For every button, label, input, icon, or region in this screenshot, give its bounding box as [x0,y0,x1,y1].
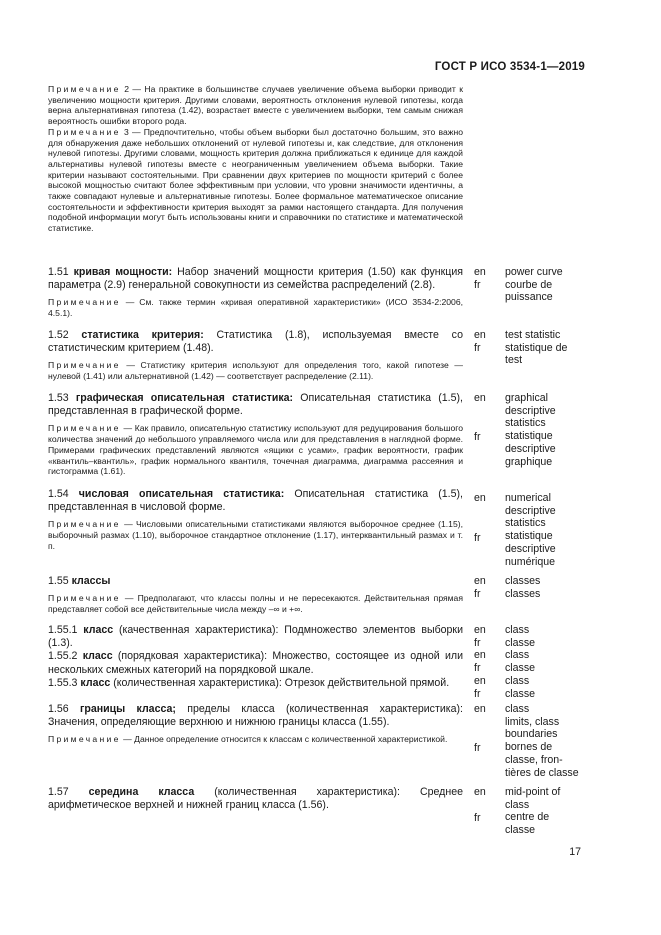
term-fr: classe [505,636,536,649]
entry-def: (качественная характеристика): Подмножество элементов выборки (1.3). [48,624,463,650]
lang-fr: fr [474,687,481,700]
lang-fr: fr [474,278,481,291]
term-en: class [505,624,530,636]
lang-en: en [474,392,486,404]
term-fr: statistique de [505,341,568,354]
term-en: limits, class [505,715,560,728]
lang-en: en [474,674,486,687]
lang-en: en [474,649,486,662]
term-en: class [505,649,530,662]
entry-def: (количественная характеристика): Отрезок действительной прямой. [110,676,450,689]
entry-1-51 [48,266,463,319]
entry-def: Описательная статистика (1.5), представленная в графической форме. [48,392,463,418]
lang-en: en [474,266,486,278]
term-fr: classe [505,662,536,675]
entry-term: кривая мощности: [73,266,173,278]
note-text: — Данное определение относится к классам с количественной характеристикой. [120,734,448,745]
term-fr: classe [505,687,536,700]
lang-fr: fr [474,532,481,544]
lang-fr: fr [474,662,481,675]
term-fr: puissance [505,291,553,304]
entry-1-55-sub [48,624,463,690]
entry-term: класс [82,650,113,663]
terms-1-56 [505,703,605,779]
entry-1-56 [48,703,463,745]
term-fr: graphique [505,455,553,468]
lang-fr: fr [474,431,481,443]
entry-term: середина класса [88,786,195,798]
entry-num: 1.57 [48,786,69,798]
note-label: Примечание [48,360,121,371]
term-en: descriptive [505,404,556,417]
note-label: Примечание [48,126,121,137]
entry-term: границы класса; [79,703,176,715]
term-en: power curve [505,266,563,278]
page-number: 17 [569,846,581,858]
note-text: — Числовыми описательными статистиками являются выборочное среднее (1.15), выборочный размах (1.10), выборочное стандартное отклонение (1.17), интерквантильный размах и т. п. [48,519,463,551]
term-en: boundaries [505,728,558,741]
term-en: statistics [505,417,546,430]
note-text: — См. также термин «кривая оперативной характеристики» (ИСО 3534-2:2006, 4.5.1). [48,297,463,319]
term-en: graphical [505,392,548,404]
note-text: — Как правило, описательную статистику используют для редуцирования большого количества значений до небольшого управляемого числа или для представления в наглядной форме. Примерами графических представлений являются «ящики с усами», график вероятности, график «квантиль–квантиль», график нормального квантиля, точечная диаграмма, диаграмма рассеяния и гистограмма (1.61). [48,423,463,477]
note-2-text: 2 — На практике в большинстве случаев увеличение объема выборки приводит к увеличению мощности критерия. Другими словами, вероятность отклонения нулевой гипотезы, когда верна альтернативная гипотеза (1.42), возрастает вместе с увеличением выборки, тем самым снижая вероятность ошибки второго рода. [48,84,463,127]
lang-en: en [474,575,486,587]
lang-codes-1-52 [474,329,502,354]
entry-num: 1.55.1 [48,624,78,636]
entry-term: числовая описательная статистика: [78,488,285,500]
entry-1-53 [48,392,463,477]
entry-def: (количественная характеристика): Значения, определяющие верхнюю и нижнюю границы класса (1.55). [48,703,463,729]
term-fr: descriptive [505,442,556,455]
terms-1-54 [505,492,605,568]
note-label: Примечание [48,423,121,434]
entry-term: классы [71,575,111,587]
lang-en: en [474,329,486,341]
term-en: class [505,703,530,715]
lang-en: en [474,786,486,798]
page-header: ГОСТ Р ИСО 3534-1—2019 [434,61,585,73]
entry-def: (количественная характеристика): Среднее арифметическое верхней и нижней границ класса (1.56). [48,786,463,812]
entry-num: 1.54 [48,488,69,500]
entry-1-54 [48,488,463,552]
terms-1-55 [505,575,605,600]
terms-1-51 [505,266,605,304]
entry-term: графическая описательная статистика: [75,392,294,404]
entry-1-55 [48,575,463,615]
terms-1-55-sub [505,624,605,700]
entry-num: 1.55.3 [48,676,78,689]
note-label: Примечание [48,297,121,308]
term-fr: statistique [505,430,553,443]
note-label: Примечание [48,734,121,745]
entry-def-alt: пределы класса [175,703,275,715]
note-3-text: 3 — Предпочтительно, чтобы объем выборки был достаточно большим, это важно для обнаружения даже небольших отклонений от нулевой гипотезы и, как следствие, для отклонения нулевой гипотезы. Другими словами, мощность критерия должна приближаться к единице для каждой альтернативы нулевой гипотезы вместе с неограниченным увеличением объема выборки. Такие критерии называют состоятельными. При сравнении двух критериев по мощности критерий с более высокой мощностью считают более эффективным при условии, что уровни значимости идентичны, а также совпадают нулевые и альтернативные гипотезы. Более формальное математическое описание состоятельности и эффективности критерия выходят за рамки настоящего стандарта. Для получения подобной информации могут быть использованы книги и справочники по статистике и математической статистике. [48,126,464,234]
lang-fr: fr [474,341,481,354]
entry-term: статистика критерия: [81,329,204,341]
entry-term: класс [83,624,114,636]
term-fr: bornes de [505,741,553,754]
term-fr: classes [505,587,541,600]
entry-1-52 [48,329,463,382]
term-en: statistics [505,517,546,530]
entry-num: 1.56 [48,703,69,715]
term-fr: numérique [505,555,556,568]
entry-def: Статистика (1.8), используемая вместе со статистическим критерием (1.48). [48,329,463,355]
entry-term: класс [80,676,111,689]
note-label: Примечание [48,519,121,530]
note-text: — Статистику критерия используют для определения того, какой гипотезе — нулевой (1.41) или альтернативной (1.42) — соответствует распределение (2.11). [48,360,463,382]
term-en: test statistic [505,329,561,341]
note-text: — Предполагают, что классы полны и не пересекаются. Действительная прямая представляет собой все действительные числа между –∞ и +∞. [48,593,463,614]
entry-num: 1.51 [48,266,69,278]
term-en: mid-point of [505,786,561,798]
entry-num: 1.55 [48,575,69,587]
entry-def: (порядковая характеристика): Множество, состоящее из одной или нескольких смежных категорий на порядковой шкале. [48,650,463,676]
term-fr: descriptive [505,542,556,555]
lang-fr: fr [474,742,481,754]
lang-en: en [474,492,486,504]
term-fr: centre de [505,811,550,824]
term-fr: test [505,354,523,367]
term-fr: courbe de [505,278,553,291]
term-en: class [505,674,530,687]
entry-1-57 [48,786,463,812]
entry-def: Набор значений мощности критерия (1.50) как функция параметра (2.9) генеральной совокупности из семейства распределений (2.8). [48,266,463,292]
terms-1-53 [505,392,605,468]
term-en: numerical [505,492,551,504]
lang-codes-1-51 [474,266,502,291]
term-en: classes [505,575,541,587]
term-fr: tières de classe [505,766,579,779]
lang-fr: fr [474,636,481,649]
entry-def: Описательная статистика (1.5), представленная в числовой форме. [48,488,463,514]
lang-codes-1-55-sub [474,624,502,700]
terms-1-57 [505,786,605,837]
note-label: Примечание [48,593,121,604]
entry-num: 1.55.2 [48,650,78,663]
lang-en: en [474,624,486,636]
terms-1-52 [505,329,605,367]
term-fr: classe, fron- [505,753,563,766]
entry-num: 1.52 [48,329,69,341]
term-fr: statistique [505,530,553,543]
lang-fr: fr [474,812,481,824]
lang-codes-1-55 [474,575,502,600]
lang-en: en [474,703,486,715]
term-en: descriptive [505,504,556,517]
lang-fr: fr [474,587,481,600]
entry-num: 1.53 [48,392,69,404]
note-label: Примечание [48,84,121,94]
term-fr: classe [505,824,536,837]
term-en: class [505,798,530,811]
intro-notes [48,84,463,234]
